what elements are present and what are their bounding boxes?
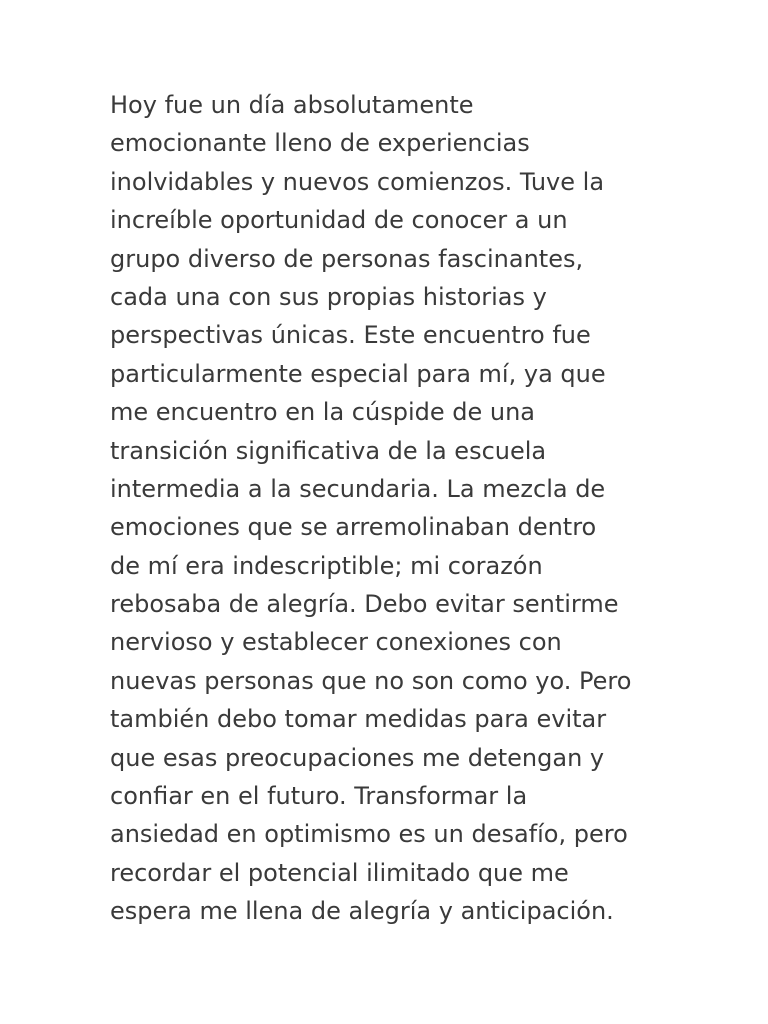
paragraph-line: Hoy fue un día absolutamente [110, 91, 474, 119]
paragraph-line: particularmente especial para mí, ya que [110, 359, 606, 388]
paragraph-line: rebosaba de alegría. Debo evitar sentirme [110, 590, 619, 619]
paragraph-line: ansiedad en optimismo es un desafío, pero [110, 820, 628, 849]
paragraph-line: transición significativa de la escuela [110, 436, 547, 465]
paragraph-line: recordar el potencial ilimitado que me [110, 858, 569, 887]
paragraph-line: intermedia a la secundaria. La mezcla de [110, 474, 606, 503]
body-paragraph [110, 86, 690, 931]
paragraph-line: grupo diverso de personas fascinantes, [110, 244, 584, 273]
paragraph-line: confiar en el futuro. Transformar la [110, 782, 528, 811]
paragraph-line: inolvidables y nuevos comienzos. Tuve la [110, 167, 605, 196]
paragraph-line: perspectivas únicas. Este encuentro fue [110, 321, 591, 350]
paragraph-line: increíble oportunidad de conocer a un [110, 206, 568, 235]
paragraph-line: espera me llena de alegría y anticipación. [110, 897, 614, 926]
paragraph-line: nervioso y establecer conexiones con [110, 628, 562, 657]
paragraph-line: emociones que se arremolinaban dentro [110, 513, 597, 542]
paragraph-line: me encuentro en la cúspide de una [110, 398, 536, 427]
paragraph-line: de mí era indescriptible; mi corazón [110, 551, 543, 580]
paragraph-line: cada una con sus propias historias y [110, 282, 547, 311]
paragraph-line: emocionante lleno de experiencias [110, 129, 530, 158]
paragraph-line: que esas preocupaciones me detengan y [110, 743, 605, 772]
paragraph-line: también debo tomar medidas para evitar [110, 705, 607, 734]
paragraph-line: nuevas personas que no son como yo. Pero [110, 666, 632, 695]
